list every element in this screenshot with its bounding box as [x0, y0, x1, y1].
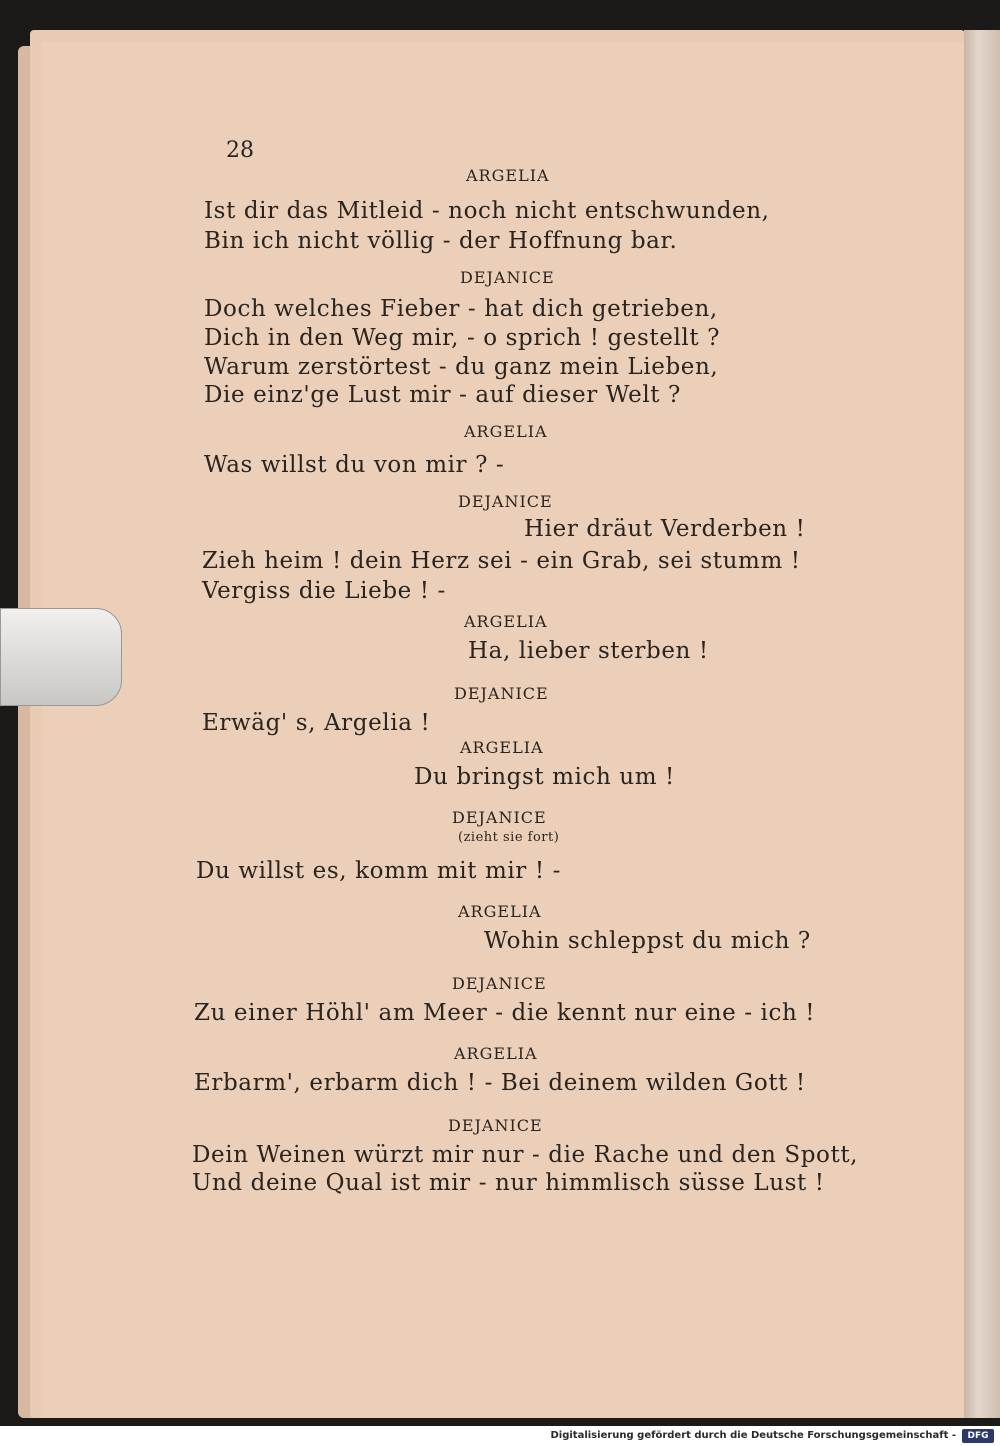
verse-line: Erbarm', erbarm dich ! - Bei deinem wilden Gott !	[194, 1070, 806, 1096]
verse-line: Warum zerstörtest - du ganz mein Lieben,	[204, 354, 719, 380]
dfg-logo: DFG	[962, 1429, 994, 1443]
speaker-name: DEJANICE	[452, 808, 547, 827]
verse-line: Erwäg' s, Argelia !	[202, 710, 431, 736]
verse-line: Bin ich nicht völlig - der Hoffnung bar.	[204, 228, 678, 254]
verse-line: Doch welches Fieber - hat dich getrieben,	[204, 296, 718, 322]
verse-line: Hier dräut Verderben !	[524, 516, 806, 542]
verse-line: Und deine Qual ist mir - nur himmlisch süsse Lust !	[192, 1170, 825, 1196]
speaker-name: ARGELIA	[466, 166, 550, 185]
verse-line: Du willst es, komm mit mir ! -	[196, 858, 561, 884]
speaker-name: ARGELIA	[454, 1044, 538, 1063]
verse-line: Du bringst mich um !	[414, 764, 675, 790]
speaker-name: ARGELIA	[464, 422, 548, 441]
verse-line: Dich in den Weg mir, - o sprich ! gestellt ?	[204, 325, 721, 351]
verse-line: Dein Weinen würzt mir nur - die Rache und den Spott,	[192, 1142, 859, 1168]
speaker-name: DEJANICE	[454, 684, 549, 703]
speaker-name: DEJANICE	[452, 974, 547, 993]
speaker-name: ARGELIA	[458, 902, 542, 921]
speaker-name: ARGELIA	[464, 612, 548, 631]
verse-line: Ha, lieber sterben !	[468, 638, 709, 664]
verse-line: Vergiss die Liebe ! -	[202, 578, 446, 604]
page-number: 28	[226, 138, 254, 163]
speaker-name: DEJANICE	[448, 1116, 543, 1135]
page-clip	[0, 608, 122, 706]
verse-line: Wohin schleppst du mich ?	[484, 928, 811, 954]
speaker-name: DEJANICE	[460, 268, 555, 287]
verse-line: Was willst du von mir ? -	[204, 452, 505, 478]
speaker-name: DEJANICE	[458, 492, 553, 511]
verse-line: Zieh heim ! dein Herz sei - ein Grab, sei stumm !	[202, 548, 801, 574]
verse-line: Zu einer Höhl' am Meer - die kennt nur eine - ich !	[194, 1000, 816, 1026]
funding-notice: Digitalisierung gefördert durch die Deutsche Forschungsgemeinschaft -	[0, 1426, 1000, 1446]
stage-direction: (zieht sie fort)	[458, 830, 560, 845]
speaker-name: ARGELIA	[460, 738, 544, 757]
verse-line: Die einz'ge Lust mir - auf dieser Welt ?	[204, 382, 681, 408]
verse-line: Ist dir das Mitleid - noch nicht entschwunden,	[204, 198, 770, 224]
binding-edge	[964, 30, 1000, 1418]
